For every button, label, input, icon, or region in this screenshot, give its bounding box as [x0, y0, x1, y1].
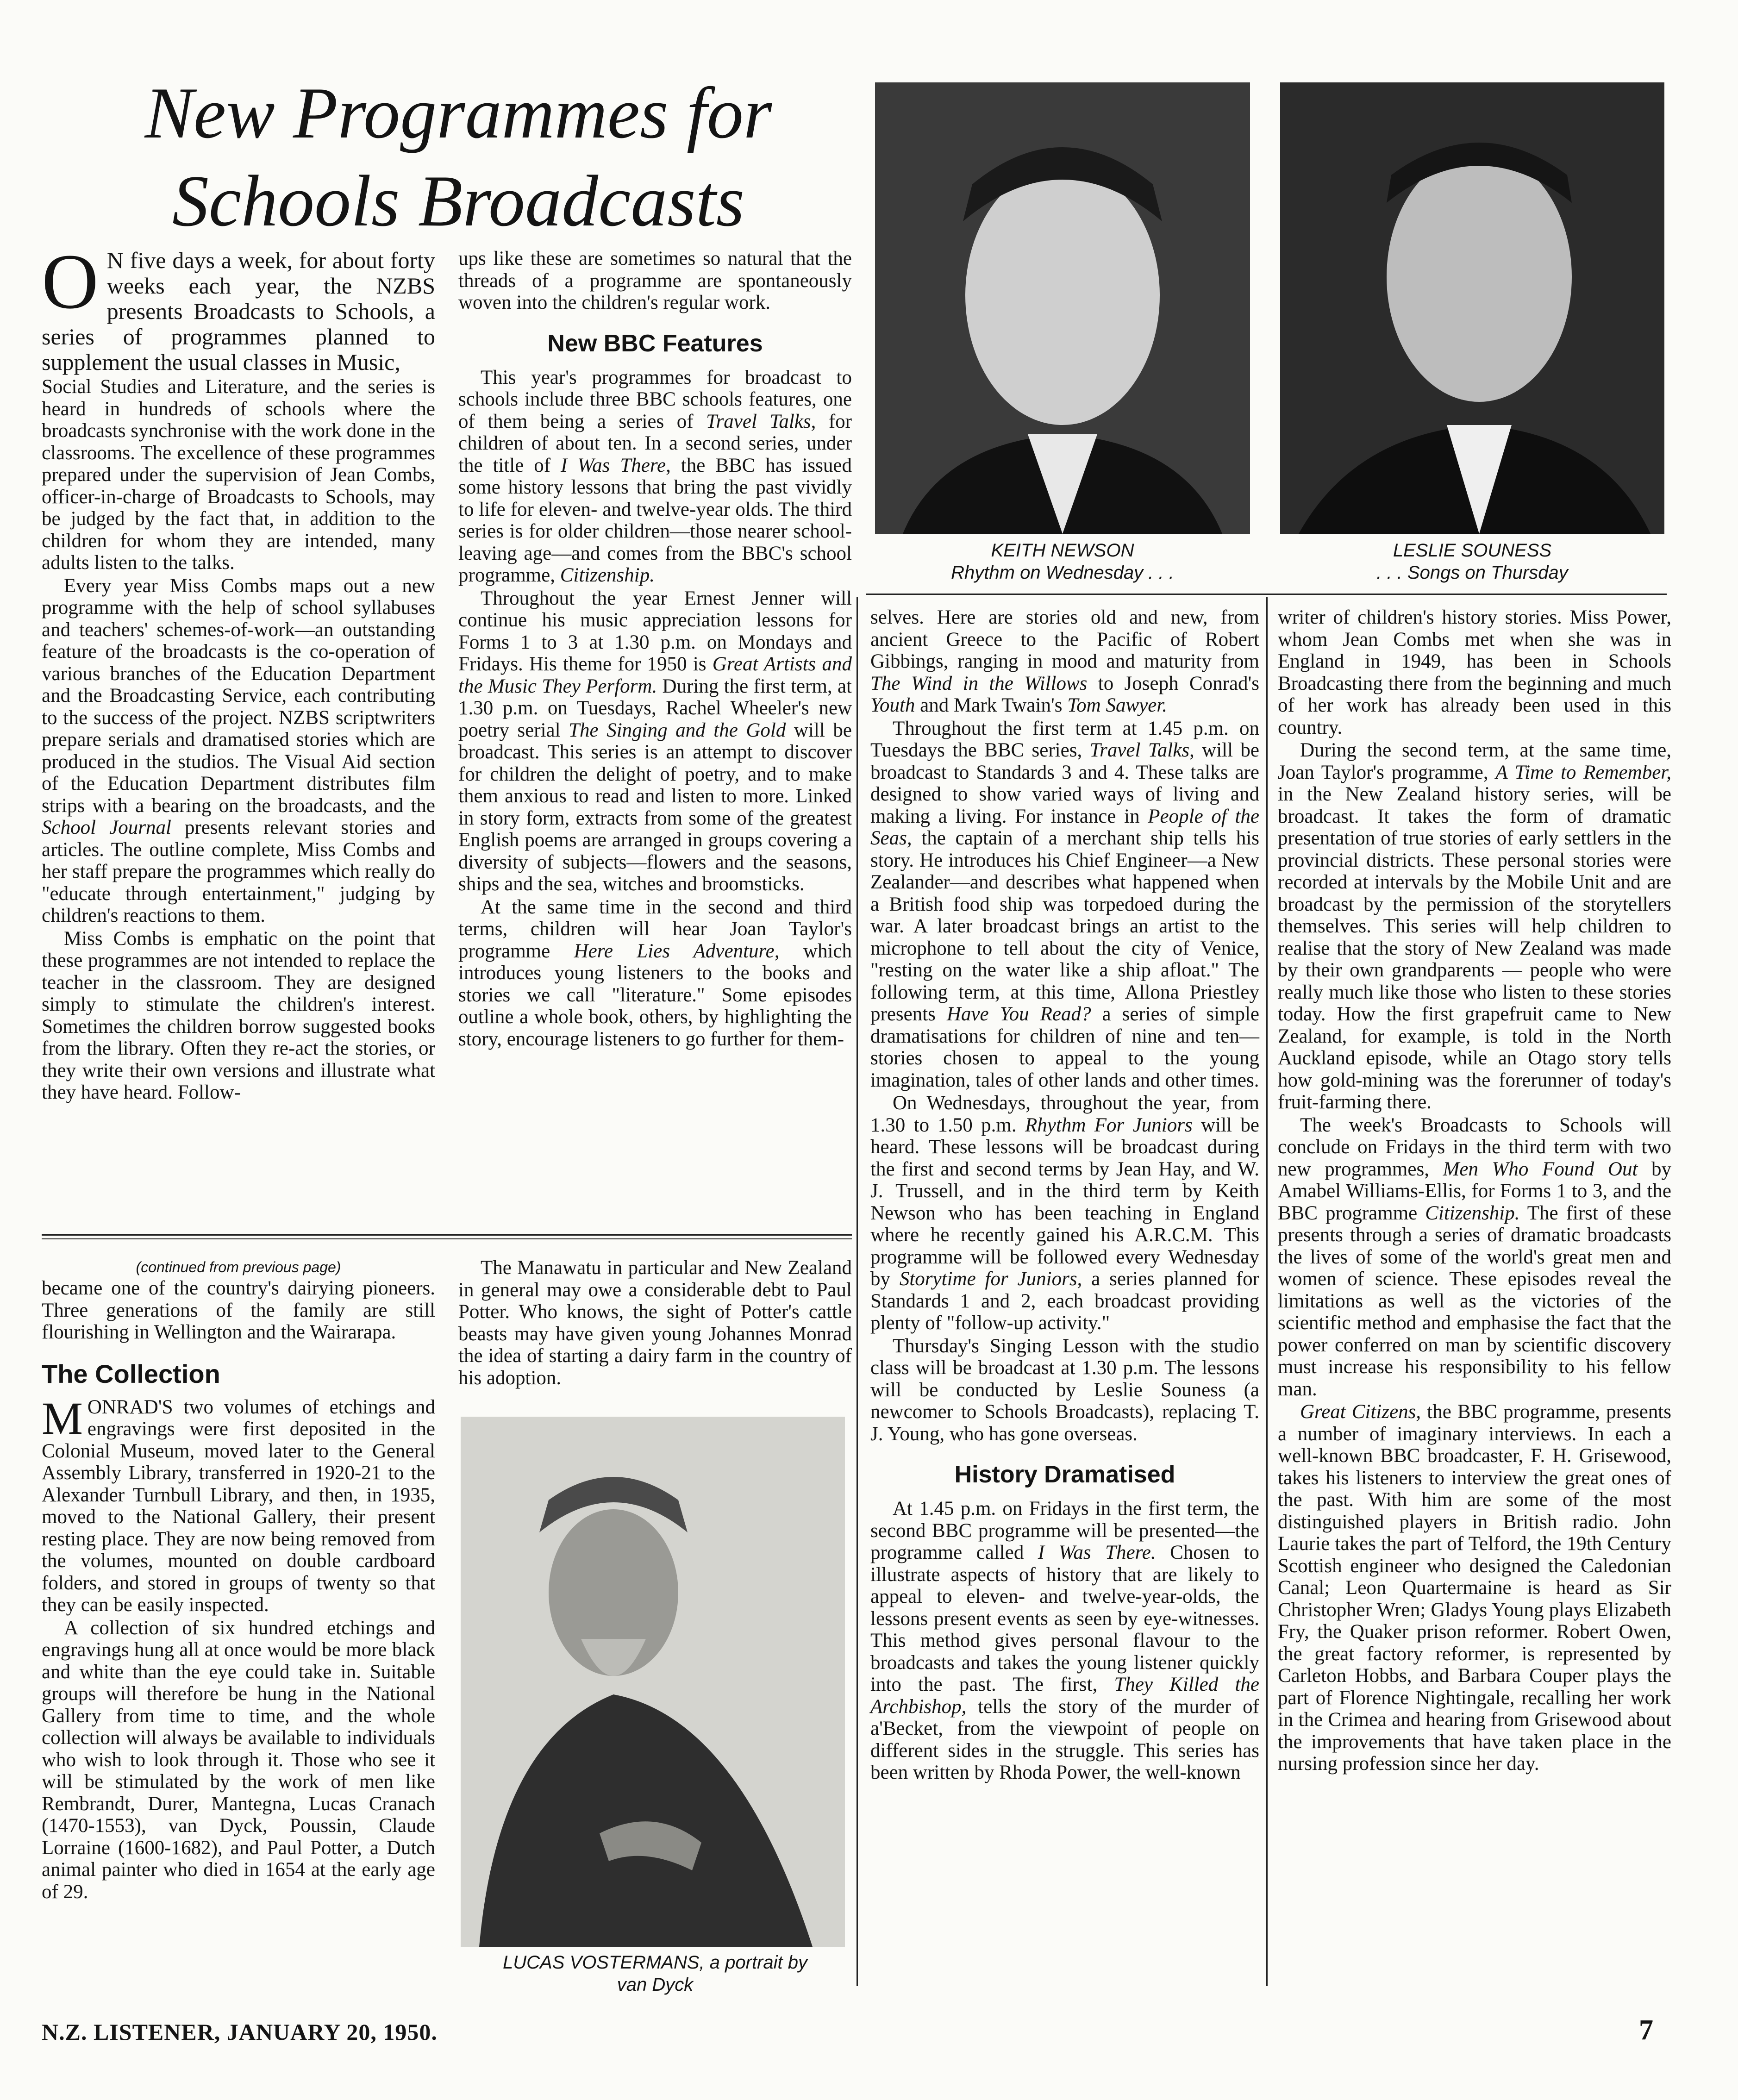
paragraph: became one of the country's dairying pioneers. Three generations of the family are still flourishing in Wellington and the Wairarapa. [42, 1277, 435, 1343]
lead-paragraph: O N five days a week, for about forty weeks each year, the NZBS presents Broadcasts to Schools, a series of programmes planned to supplement the usual classes in Music, [42, 238, 435, 375]
section-heading: History Dramatised [954, 1461, 1175, 1488]
title-line-1: New Programmes for [144, 73, 772, 154]
paragraph: MONRAD'S two volumes of etchings and engravings were first deposited in the Colonial Museum, moved later to the General Assembly Library, transferred in 1920-21 to the Alexander Turnbull Library, and then, in 1935, moved to the National Gallery, their present resting place. They are now being removed from the volumes, mounted on double cardboard folders, and stored in groups of twenty so that they can be easily inspected. [42, 1392, 435, 1616]
paragraph: A collection of six hundred etchings and engravings hung all at once would be more black and white than the eye could take in. Suitable groups will therefore be hung in the National Gallery from time to time, and the whole collection will always be available to individuals who wish to look through it. Those who see it will be stimulated by the work of men like Rembrandt, Durer, Mantegna, Lucas Cranach (1470-1553), van Dyck, Poussin, Claude Lorraine (1600-1682), and Paul Potter, a Dutch animal painter who died in 1654 at the early age of 29. [42, 1617, 435, 1903]
drop-cap: O [42, 238, 99, 325]
continued-note: (continued from previous page) [136, 1259, 341, 1275]
paragraph: selves. Here are stories old and new, from ancient Greece to the Pacific of Robert Gibbings, ranging in mood and maturity from The Wind in the Willows to Joseph Conrad's Youth and Mark Twain's Tom Sawyer. [870, 606, 1259, 716]
column-1 [42, 238, 435, 1104]
column-2 [458, 248, 852, 1050]
page-title [42, 69, 875, 245]
paragraph: Thursday's Singing Lesson with the studio class will be broadcast at 1.30 p.m. The lessons will be conducted by Leslie Souness (a newcomer to Schools Broadcasts), replacing T. J. Young, who has gone overseas. [870, 1335, 1259, 1445]
column-4 [1278, 606, 1671, 1775]
continued-column [42, 1257, 435, 1903]
column-rule [1266, 597, 1268, 1986]
section-heading: The Collection [42, 1359, 220, 1388]
footer-publication: N.Z. LISTENER, JANUARY 20, 1950. [42, 2019, 438, 2045]
portrait-illustration [1280, 82, 1664, 534]
paragraph: At 1.45 p.m. on Fridays in the first term, the second BBC programme will be presented—the programme called I Was There. Chosen to illustrate aspects of history that are likely to appeal to eleven- and twelve-year-olds, the lessons present events as seen by eye-witnesses. This method gives personal flavour to the broadcasts and takes the young listener quickly into the past. The first, They Killed the Archbishop, tells the story of the murder of a'Becket, from the viewpoint of people on different sides in the struggle. This series has been written by Rhoda Power, the well-known [870, 1498, 1259, 1783]
paragraph: On Wednesdays, throughout the year, from 1.30 to 1.50 p.m. Rhythm For Juniors will be heard. These lessons will be broadcast during the first and second terms by Jean Hay, and W. J. Trussell, and in the third term by Keith Newson who has been teaching in England where he recently gained his A.R.C.M. This programme will be followed every Wednesday by Storytime for Juniors, a series planned for Standards 1 and 2, each broadcast providing plenty of "follow-up activity." [870, 1092, 1259, 1334]
paragraph: Great Citizens, the BBC programme, presents a number of imaginary interviews. In each a well-known BBC broadcaster, F. H. Grisewood, takes his listeners to interview the great ones of the past. With him are some of the most distinguished players in British radio. John Laurie takes the part of Telford, the 19th Century Scottish engineer who designed the Caledonian Canal; Leon Quartermaine is heard as Sir Christopher Wren; Gladys Young plays Elizabeth Fry, the Quaker prison reformer. Robert Owen, the great factory reformer, is represented by Carleton Hobbs, and Barbara Couper plays the part of Florence Nightingale, recalling her work in the Crimea and hearing from Grisewood about the improvements that have taken place in the nursing profession since her day. [1278, 1401, 1671, 1775]
section-divider [42, 1238, 852, 1239]
section-heading: New BBC Features [547, 330, 763, 357]
paragraph: The week's Broadcasts to Schools will conclude on Fridays in the third term with two new programmes, Men Who Found Out by Amabel Williams-Ellis, for Forms 1 to 3, and the BBC programme Citizenship. The first of these presents through a series of dramatic broadcasts the lives of some of the world's great men and women of science. These episodes reveal the limitations as well as the victories of the scientific method and emphasise the fact that the power conferred on man by scientific discovery must increase his responsibility to his fellow man. [1278, 1114, 1672, 1400]
potter-column [458, 1257, 852, 1389]
engraving-illustration [461, 1417, 845, 1947]
caption-name: KEITH NEWSON [991, 540, 1134, 561]
leslie-souness-photo [1280, 82, 1664, 534]
column-3 [870, 606, 1259, 1784]
paragraph: During the second term, at the same time, Joan Taylor's programme, A Time to Remember, in the New Zealand history series, will be broadcast. It takes the form of dramatic presentation of true stories of early settlers in the provincial districts. These personal stories were recorded at intervals by the Mobile Unit and are broadcast by the permission of the storytellers themselves. This series will help children to realise that the story of New Zealand was made by their own grandparents — people who were really much like those who listen to these stories today. How the first grapefruit came to New Zealand, for example, is told in the North Auckland episode, while an Otago story tells how gold-mining was the forerunner of today's fruit-farming there. [1278, 739, 1671, 1113]
section-divider [42, 1234, 852, 1236]
column-rule [856, 597, 858, 1986]
title-line-2: Schools Broadcasts [172, 161, 745, 242]
leslie-souness-caption [1280, 539, 1664, 584]
keith-newson-photo [875, 82, 1250, 534]
header-rule [866, 594, 1667, 595]
caption-name: LESLIE SOUNESS [1393, 540, 1552, 561]
paragraph: The Manawatu in particular and New Zealand in general may owe a considerable debt to Paul Potter. Who knows, the sight of Potter's cattle beasts may have given young Johannes Monrad the idea of starting a dairy farm in the country of his adoption. [458, 1257, 852, 1389]
vostermans-caption [458, 1951, 852, 1996]
paragraph: Throughout the year Ernest Jenner will continue his music appreciation lessons for Forms 1 to 3 at 1.30 p.m. on Mondays and Fridays. His theme for 1950 is Great Artists and the Music They Perform. During the first term, at 1.30 p.m. on Tuesdays, Rachel Wheeler's new poetry serial The Singing and the Gold will be broadcast. This series is an attempt to discover for children the delight of poetry, and to make them anxious to read and listen to more. Linked in story form, extracts from some of the greatest English poems are arranged in groups covering a diversity of subjects—flowers and the seasons, ships and the sea, witches and broomsticks. [458, 587, 852, 895]
paragraph: At the same time in the second and third terms, children will hear Joan Taylor's programme Here Lies Adventure, which introduces young listeners to the books and stories we call "literature." Some episodes outline a whole book, others, by highlighting the story, encourage listeners to go further for them- [458, 896, 852, 1050]
paragraph: ups like these are sometimes so natural that the threads of a programme are spontaneously woven into the children's regular work. [458, 248, 852, 313]
keith-newson-caption [875, 539, 1250, 584]
caption-subtitle: . . . Songs on Thursday [1376, 562, 1568, 583]
drop-cap: M [42, 1392, 83, 1444]
vostermans-portrait [461, 1417, 845, 1947]
paragraph: Every year Miss Combs maps out a new programme with the help of school syllabuses and teachers' schemes-of-work—an outstanding feature of the broadcasts is the co-operation of various branches of the Education Department and the Broadcasting Service, each contributing to the success of the project. NZBS scriptwriters prepare serials and dramatised stories which are produced in the studios. The Visual Aid section of the Education Department distributes film strips with a bearing on the broadcasts, and the School Journal presents relevant stories and articles. The outline complete, Miss Combs and her staff prepare the programmes which really do "educate through entertainment," judging by children's reactions to them. [42, 575, 435, 926]
paragraph: Social Studies and Literature, and the series is heard in hundreds of schools where the broadcasts synchronise with the work done in the classrooms. The excellence of these programmes prepared under the supervision of Jean Combs, officer-in-charge of Broadcasts to Schools, may be judged by the fact that, in addition to the children for whom they are intended, many adults listen to the talks. [42, 376, 435, 574]
caption-line-1: LUCAS VOSTERMANS, a portrait by [503, 1952, 807, 1973]
paragraph: Miss Combs is emphatic on the point that these programmes are not intended to replace the teacher in the classroom. They are designed simply to stimulate the children's interest. Sometimes the children borrow suggested books from the library. Often they re-act the stories, or they write their own versions and illustrate what they have heard. Follow- [42, 927, 435, 1103]
portrait-illustration [875, 82, 1250, 534]
caption-line-2: van Dyck [617, 1975, 694, 1995]
paragraph: writer of children's history stories. Miss Power, whom Jean Combs met when she was in England in 1949, has been in Schools Broadcasting there from the beginning and much of her work has already been used in this country. [1278, 606, 1671, 738]
page-number: 7 [1639, 2014, 1653, 2046]
paragraph: This year's programmes for broadcast to schools include three BBC schools features, one of them being a series of Travel Talks, for children of about ten. In a second series, under the title of I Was There, the BBC has issued some history lessons that bring the past vividly to life for eleven- and twelve-year olds. The third series is for older children—those nearer school-leaving age—and comes from the BBC's school programme, Citizenship. [458, 366, 852, 586]
caption-subtitle: Rhythm on Wednesday . . . [951, 562, 1174, 583]
paragraph: Throughout the first term at 1.45 p.m. on Tuesdays the BBC series, Travel Talks, will be broadcast to Standards 3 and 4. These talks are designed to show varied ways of living and making a living. For instance in People of the Seas, the captain of a merchant ship tells his story. He introduces his Chief Engineer—a New Zealander—and describes what happened when a British food ship was torpedoed during the war. A later broadcast brings an artist to the microphone to tell about the city of Venice, "resting on the water like a ship afloat." The following term, at this time, Allona Priestley presents Have You Read? a series of simple dramatisations for children of nine and ten—stories chosen to appeal to the young imagination, tales of other lands and other times. [870, 717, 1259, 1091]
